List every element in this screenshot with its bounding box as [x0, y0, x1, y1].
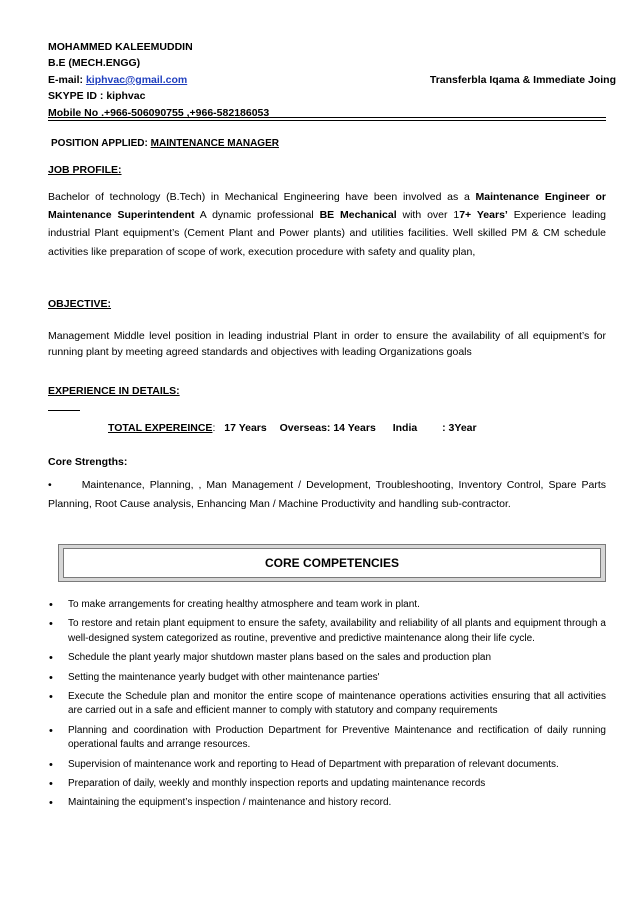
bullet-icon: • [49, 778, 53, 791]
position-value: MAINTENANCE MANAGER [150, 138, 279, 149]
mobile-number: Mobile No .+966-506090755 ,+966-582186053 [48, 106, 270, 119]
bullet-icon: • [49, 618, 53, 631]
transfer-note: Transferbla Iqama & Immediate Joing [429, 73, 616, 86]
job-profile-role: Maintenance Engineer or Maintenance Superintendent [48, 191, 606, 222]
total-experience-value: 17 Years [224, 422, 267, 434]
competency-text: Planning and coordination with Production Department for Preventive Maintenance and rectification of daily running operational faults and arrange resources. [68, 724, 606, 751]
core-strengths-bullet: • [48, 479, 52, 491]
competency-text: Preparation of daily, weekly and monthly inspection reports and updating maintenance records [68, 778, 486, 790]
job-profile-text-1: Bachelor of technology (B.Tech) in Mechanical Engineering have been involved as a [48, 191, 476, 203]
competency-text: Execute the Schedule plan and monitor the entire scope of maintenance operations activities ensuring that all activities are carried out in a safe and efficient manner to comply with statutory and company requirements [68, 691, 606, 717]
total-experience-colon: : [212, 422, 216, 434]
competency-item [48, 598, 606, 612]
competency-item [48, 690, 606, 719]
job-profile-text-4: Experience leading industrial Plant equipment’s (Cement Plant and Power plants) and utilities facilities. Well skilled PM & CM schedule activities like preparation of scope of work, execution procedure with safety and quality plan, [48, 209, 606, 258]
candidate-degree: B.E (MECH.ENGG) [48, 57, 141, 70]
experience-short-rule [48, 410, 80, 411]
bullet-icon: • [49, 599, 53, 611]
competency-item [48, 671, 606, 685]
job-profile-years: 7+ Years’ [459, 209, 508, 222]
position-label: POSITION APPLIED: [51, 138, 151, 149]
job-profile-heading: JOB PROFILE: [48, 164, 122, 176]
experience-heading: EXPERIENCE IN DETAILS: [48, 385, 180, 397]
job-profile-text-3: with over 1 [396, 209, 460, 222]
skype-id: SKYPE ID : kiphvac [48, 90, 146, 103]
candidate-name: MOHAMMED KALEEMUDDIN [48, 41, 193, 53]
email-link[interactable]: kiphvac@gmail.com [85, 73, 188, 86]
core-competencies-title: CORE COMPETENCIES [63, 548, 601, 578]
bullet-icon: • [49, 724, 53, 737]
total-experience-row [108, 422, 477, 434]
header-divider-bottom [48, 120, 606, 121]
core-strengths-list: Maintenance, Planning, , Man Management / Development, Troubleshooting, Inventory Control, Spare Parts Planning, Root Cause analysis, Enhancing Man / Machine Productivity and handling sub-contractor. [48, 479, 606, 510]
competency-item [48, 617, 606, 646]
competency-item [48, 651, 606, 665]
overseas-experience: Overseas: 14 Years [279, 422, 376, 434]
competency-item [48, 724, 606, 753]
core-strengths-heading: Core Strengths: [48, 456, 128, 468]
competency-item [48, 777, 606, 791]
bullet-icon: • [49, 758, 53, 771]
competency-text: Maintaining the equipment’s inspection / maintenance and history record. [68, 797, 392, 809]
core-competencies-list [48, 598, 606, 816]
competency-text: Supervision of maintenance work and reporting to Head of Department with preparation of relevant documents. [68, 758, 559, 770]
job-profile-text [48, 188, 606, 261]
email-label: E-mail: [48, 73, 86, 86]
bullet-icon: • [49, 652, 53, 665]
job-profile-degree: BE Mechanical [319, 209, 397, 222]
core-strengths-text [48, 476, 606, 514]
competency-text: Setting the maintenance yearly budget with other maintenance parties' [68, 671, 380, 683]
competency-item [48, 758, 606, 772]
contact-header [48, 39, 616, 121]
india-label: India [392, 422, 418, 434]
objective-heading: OBJECTIVE: [48, 298, 112, 310]
objective-text: Management Middle level position in leading industrial Plant in order to ensure the availability of all equipment’s for running plant by meeting agreed standards and objectives with leading Organizations goals [48, 330, 606, 358]
total-experience-label: TOTAL EXPEREINCE [108, 422, 213, 434]
competency-item [48, 796, 606, 810]
core-competencies-banner [58, 544, 606, 582]
bullet-icon: • [49, 691, 53, 704]
competency-text: To restore and retain plant equipment to ensure the safety, availability and reliability of all plants and equipment through a well-designed system categorized as routine, preventive and predictive maintenance along their life cycle. [68, 618, 606, 644]
position-applied [51, 138, 279, 149]
india-experience: : 3Year [442, 422, 477, 434]
header-divider-top [48, 117, 606, 118]
bullet-icon: • [49, 797, 53, 810]
competency-text: Schedule the plant yearly major shutdown master plans based on the sales and production plan [68, 652, 492, 664]
bullet-icon: • [49, 671, 53, 684]
competency-text: To make arrangements for creating healthy atmosphere and team work in plant. [68, 599, 420, 610]
job-profile-text-2: A dynamic professional [194, 209, 320, 222]
